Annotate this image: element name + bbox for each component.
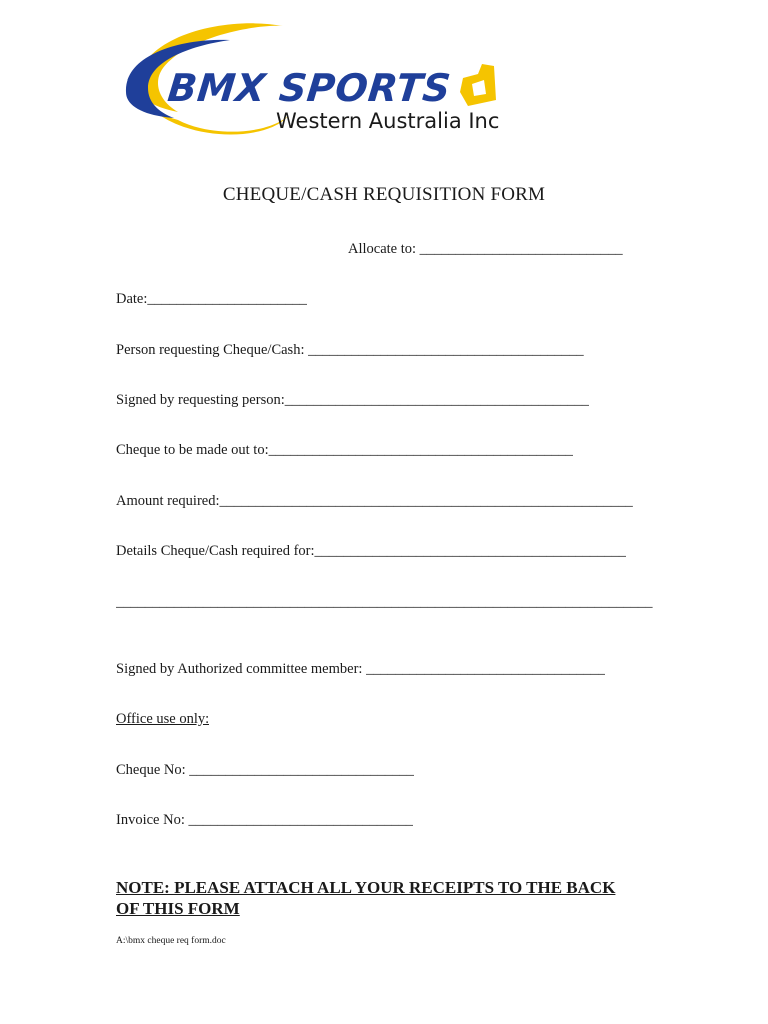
payee-label: Cheque to be made out to: xyxy=(116,442,269,458)
signed-by-requesting-blank[interactable]: __________________________________________ xyxy=(284,392,590,408)
person-requesting-blank[interactable]: ______________________________________ xyxy=(308,342,584,358)
details-line-2[interactable]: __________________________________________________________________________ xyxy=(116,594,653,610)
amount-label: Amount required: xyxy=(116,493,220,509)
person-requesting-label: Person requesting Cheque/Cash: xyxy=(116,342,309,358)
file-path-footer: A:\bmx cheque req form.doc xyxy=(116,936,226,946)
details-label: Details Cheque/Cash required for: xyxy=(116,543,315,559)
form-title: CHEQUE/CASH REQUISITION FORM xyxy=(222,184,546,205)
committee-member-field[interactable] xyxy=(116,661,605,678)
cheque-no-blank[interactable]: _______________________________ xyxy=(189,762,415,778)
details-blank[interactable]: ___________________________________________ xyxy=(314,543,627,559)
committee-member-blank[interactable]: _________________________________ xyxy=(366,661,606,677)
logo-yellow-swoosh-lower xyxy=(158,114,288,135)
amount-blank[interactable]: _________________________________________________________ xyxy=(219,493,633,509)
cheque-no-label: Cheque No: xyxy=(116,762,190,778)
date-label: Date: xyxy=(116,291,148,307)
logo-sub-text: Western Australia Inc xyxy=(276,109,500,133)
signed-by-requesting-label: Signed by requesting person: xyxy=(116,392,285,408)
allocate-blank[interactable]: ____________________________ xyxy=(419,241,623,257)
amount-field[interactable] xyxy=(116,493,633,510)
invoice-no-blank[interactable]: _______________________________ xyxy=(188,812,414,828)
receipts-note: NOTE: PLEASE ATTACH ALL YOUR RECEIPTS TO THE BACK OF THIS FORM xyxy=(116,878,616,918)
payee-field[interactable] xyxy=(116,442,573,459)
committee-member-label: Signed by Authorized committee member: xyxy=(116,661,367,677)
allocate-field[interactable] xyxy=(348,241,623,258)
signed-by-requesting-field[interactable] xyxy=(116,392,589,409)
logo-main-text: BMX SPORTS xyxy=(165,66,453,110)
invoice-no-field[interactable] xyxy=(116,812,413,829)
invoice-no-label: Invoice No: xyxy=(116,812,189,828)
bmx-sports-logo xyxy=(118,16,528,156)
allocate-label: Allocate to: xyxy=(348,241,420,257)
details-field[interactable] xyxy=(116,543,626,560)
cheque-no-field[interactable] xyxy=(116,762,414,779)
date-blank[interactable]: ______________________ xyxy=(147,291,307,307)
payee-blank[interactable]: __________________________________________ xyxy=(268,442,574,458)
office-use-heading: Office use only: xyxy=(116,711,210,727)
date-field[interactable] xyxy=(116,291,307,308)
person-requesting-field[interactable] xyxy=(116,342,584,359)
